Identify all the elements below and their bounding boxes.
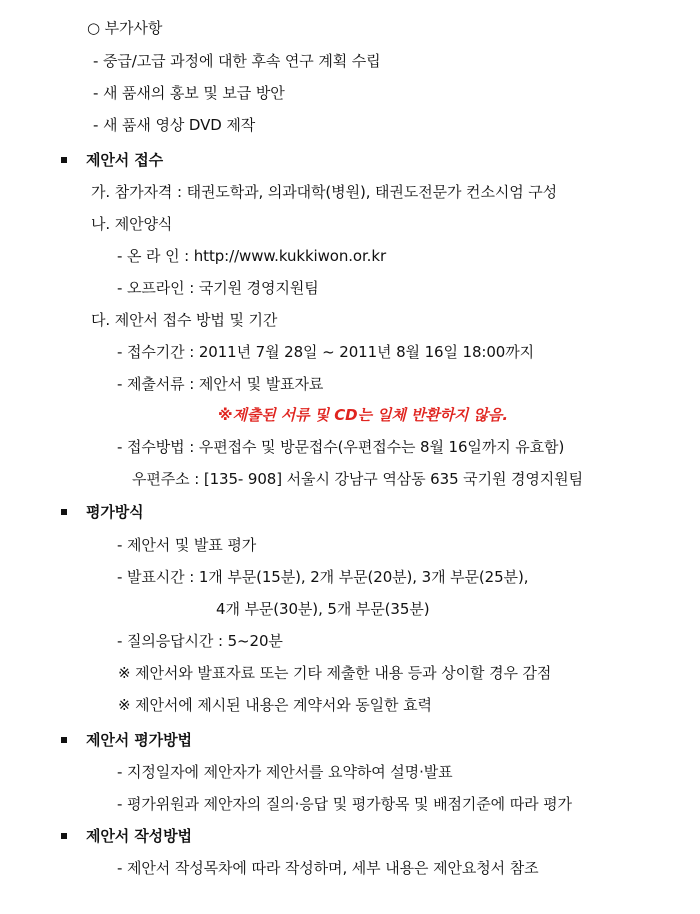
list-item: 다. 제안서 접수 방법 및 기간 bbox=[91, 311, 278, 329]
subsection-additional: ○ 부가사항 bbox=[87, 19, 163, 37]
list-item: - 새 품새 영상 DVD 제작 bbox=[93, 116, 256, 134]
list-item: - 새 품새의 홍보 및 보급 방안 bbox=[93, 84, 285, 102]
list-item: - 접수기간 : 2011년 7월 28일 ~ 2011년 8월 16일 18:00까지 bbox=[117, 343, 535, 361]
list-item: 4개 부문(30분), 5개 부문(35분) bbox=[216, 600, 430, 618]
list-item: - 지정일자에 제안자가 제안서를 요약하여 설명·발표 bbox=[117, 763, 453, 781]
note-item: ※ 제안서와 발표자료 또는 기타 제출한 내용 등과 상이할 경우 감점 bbox=[118, 664, 552, 682]
list-item: - 발표시간 : 1개 부문(15분), 2개 부문(20분), 3개 부문(25분), bbox=[117, 568, 529, 586]
list-item: - 오프라인 : 국기원 경영지원팀 bbox=[117, 279, 319, 297]
list-item: 우편주소 : [135- 908] 서울시 강남구 역삼동 635 국기원 경영지원팀 bbox=[132, 470, 583, 488]
section-heading-evaluation-method: 평가방식 bbox=[86, 503, 144, 521]
warning-note: ※제출된 서류 및 CD는 일체 반환하지 않음. bbox=[218, 406, 508, 424]
list-item: - 온 라 인 : http://www.kukkiwon.or.kr bbox=[117, 247, 387, 265]
list-item: - 제안서 및 발표 평가 bbox=[117, 536, 257, 554]
list-item: 나. 제안양식 bbox=[91, 215, 173, 233]
list-item: 가. 참가자격 : 태권도학과, 의과대학(병원), 태권도전문가 컨소시엄 구성 bbox=[91, 183, 558, 201]
list-item: - 질의응답시간 : 5~20분 bbox=[117, 632, 283, 650]
section-heading-proposal-evaluation: 제안서 평가방법 bbox=[86, 731, 192, 749]
section-heading-proposal-submission: 제안서 접수 bbox=[86, 151, 164, 169]
list-item: - 중급/고급 과정에 대한 후속 연구 계획 수립 bbox=[93, 52, 381, 70]
section-bullet-icon bbox=[61, 157, 67, 163]
note-item: ※ 제안서에 제시된 내용은 계약서와 동일한 효력 bbox=[118, 696, 432, 714]
list-item: - 접수방법 : 우편접수 및 방문접수(우편접수는 8월 16일까지 유효함) bbox=[117, 438, 565, 456]
section-bullet-icon bbox=[61, 833, 67, 839]
list-item: - 제출서류 : 제안서 및 발표자료 bbox=[117, 375, 324, 393]
list-item: - 평가위원과 제안자의 질의·응답 및 평가항목 및 배점기준에 따라 평가 bbox=[117, 795, 572, 813]
section-heading-proposal-writing: 제안서 작성방법 bbox=[86, 827, 192, 845]
list-item: - 제안서 작성목차에 따라 작성하며, 세부 내용은 제안요청서 참조 bbox=[117, 859, 539, 877]
section-bullet-icon bbox=[61, 737, 67, 743]
section-bullet-icon bbox=[61, 509, 67, 515]
